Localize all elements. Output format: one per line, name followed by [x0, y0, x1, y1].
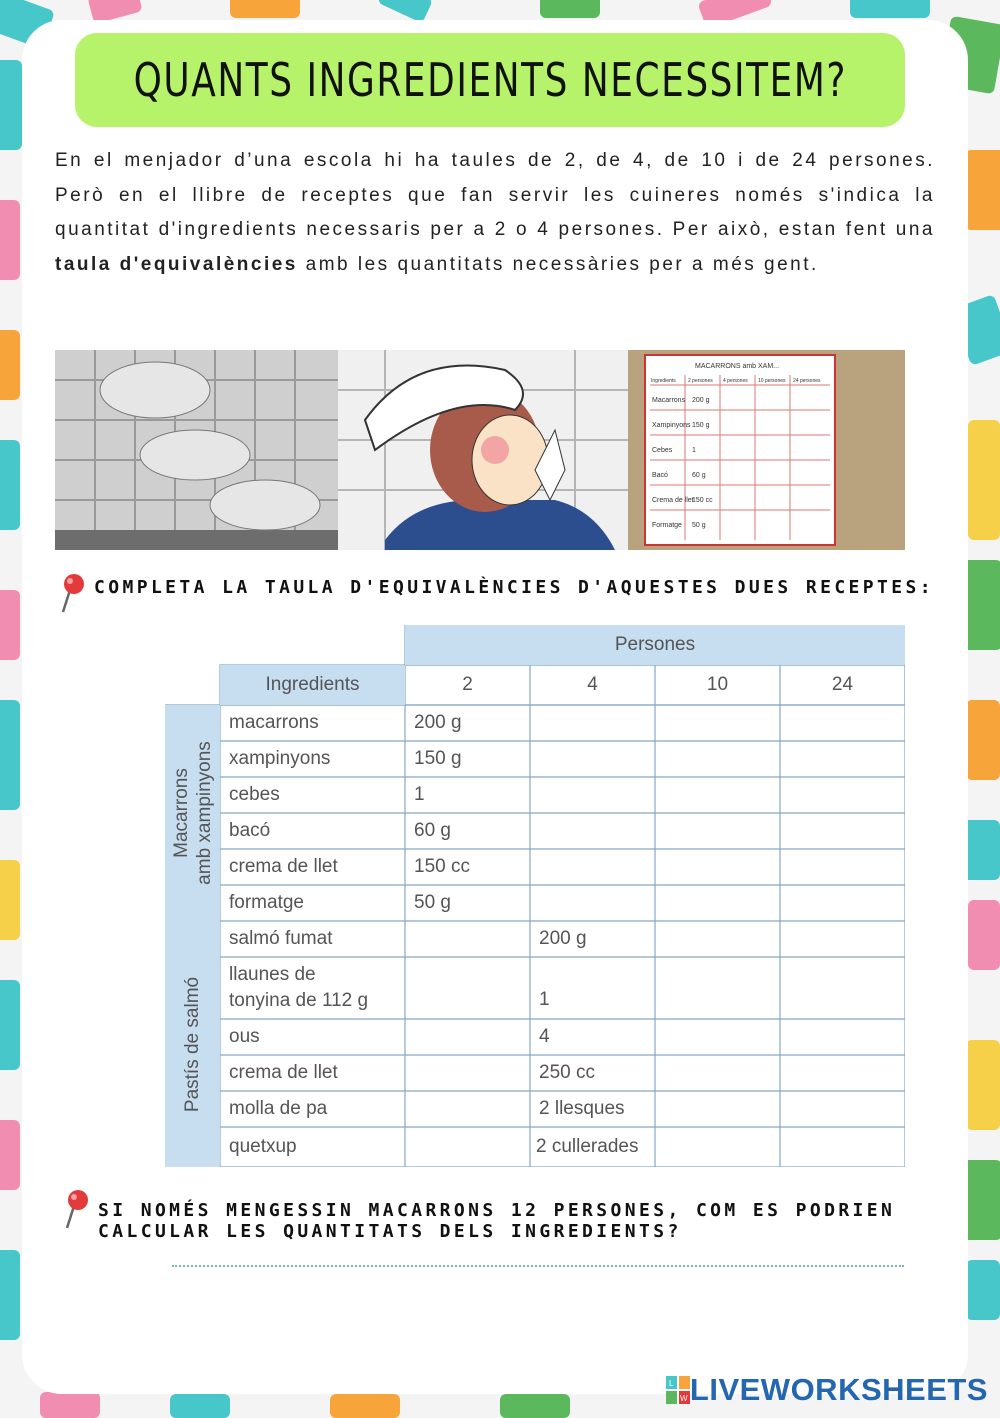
quantity-cell: 200 g: [414, 712, 462, 733]
ingredient-name: xampinyons: [229, 748, 331, 769]
answer-cell[interactable]: [530, 813, 655, 849]
quantity-cell: 2 cullerades: [536, 1136, 639, 1157]
page-title: QUANTS INGREDIENTS NECESSITEM?: [133, 53, 847, 107]
answer-cell[interactable]: [780, 1091, 905, 1127]
quantity-cell: 250 cc: [539, 1062, 595, 1083]
intro-text-after: amb les quantitats necessàries per a més gent.: [297, 253, 819, 275]
answer-cell[interactable]: [780, 741, 905, 777]
group-label-pastis: [165, 921, 220, 1167]
answer-cell[interactable]: [405, 957, 530, 1019]
column-header-4: 4: [587, 674, 598, 695]
ingredient-name-line2: tonyina de 112 g: [229, 990, 369, 1011]
quantity-cell: 1: [539, 989, 550, 1010]
board-header-4: 10 persones: [758, 378, 786, 384]
board-row-4-value: 60 g: [692, 472, 706, 479]
board-row-6-name: Formatge: [652, 522, 682, 529]
pushpin-icon: [58, 572, 88, 614]
answer-cell[interactable]: [655, 849, 780, 885]
answer-cell[interactable]: [530, 849, 655, 885]
answer-cell[interactable]: [655, 741, 780, 777]
quantity-cell: 200 g: [539, 928, 587, 949]
board-header-3: 4 persones: [723, 378, 748, 384]
board-header-2: 2 persones: [688, 378, 713, 384]
answer-cell[interactable]: [405, 921, 530, 957]
answer-cell[interactable]: [655, 705, 780, 741]
persones-header: Persones: [405, 625, 905, 665]
answer-cell[interactable]: [780, 885, 905, 921]
group-label-pastis-text: Pastís de salmó: [182, 976, 204, 1112]
ingredient-name: salmó fumat: [229, 928, 333, 949]
board-row-1-value: 200 g: [692, 397, 710, 404]
column-header-10: 10: [706, 674, 729, 695]
answer-cell[interactable]: [655, 777, 780, 813]
ingredient-name: quetxup: [229, 1136, 297, 1157]
answer-cell[interactable]: [405, 1055, 530, 1091]
intro-text-before: En el menjador d’una escola hi ha taules de 2, de 4, de 10 i de 24 persones. Però en el llibre de receptes que fan servir les cuineres només s'indica la quantitat d'ingredients necessaris per a 2 o 4 persones. Per això, estan fent una: [55, 150, 935, 240]
answer-cell[interactable]: [780, 1055, 905, 1091]
board-title: MACARRONS amb XAM...: [695, 363, 780, 370]
instruction-2-text: [98, 1200, 895, 1242]
board-row-2-value: 150 g: [692, 422, 710, 429]
logo-mini-letter-l: L: [668, 1379, 674, 1388]
answer-cell[interactable]: [655, 921, 780, 957]
ingredient-name: ous: [229, 1026, 260, 1047]
ingredient-name-line1: llaunes de: [229, 964, 316, 985]
ingredient-name: cebes: [229, 784, 280, 805]
liveworksheets-logo-icon: [666, 1376, 690, 1404]
board-row-4-name: Bacó: [652, 472, 668, 479]
answer-cell[interactable]: [405, 1127, 530, 1167]
answer-cell[interactable]: [530, 705, 655, 741]
answer-cell[interactable]: [780, 849, 905, 885]
board-row-1-name: Macarrons: [652, 397, 686, 404]
column-header-2: 2: [462, 674, 473, 695]
group-label-macarrons-line1: Macarrons: [170, 768, 192, 858]
logo-mini-letter-w: W: [679, 1394, 688, 1403]
board-header-5: 24 persones: [793, 378, 821, 384]
ingredient-name: formatge: [229, 892, 304, 913]
answer-cell[interactable]: [655, 1127, 780, 1167]
quantity-cell: 1: [414, 784, 425, 805]
board-row-2-name: Xampinyons: [652, 422, 691, 429]
instruction-1: [58, 572, 934, 614]
answer-cell[interactable]: [780, 1127, 905, 1167]
ingredient-name: bacó: [229, 820, 271, 841]
quantity-cell: 150 cc: [414, 856, 470, 877]
ingredient-name: molla de pa: [229, 1098, 328, 1119]
pushpin-icon: [62, 1188, 92, 1230]
board-row-5-name: Crema de llet: [652, 497, 694, 504]
brand-footer: [666, 1372, 988, 1408]
answer-cell[interactable]: [780, 813, 905, 849]
instruction-1-text: COMPLETA LA TAULA D'EQUIVALÈNCIES D'AQUESTES DUES RECEPTES:: [94, 577, 934, 598]
answer-cell[interactable]: [655, 957, 780, 1019]
answer-cell[interactable]: [655, 1091, 780, 1127]
answer-cell[interactable]: [530, 777, 655, 813]
answer-cell[interactable]: [780, 1019, 905, 1055]
quantity-cell: 60 g: [414, 820, 451, 841]
quantity-cell: 4: [539, 1026, 550, 1047]
group-label-macarrons-line2: amb xampinyons: [193, 741, 215, 885]
answer-cell[interactable]: [655, 885, 780, 921]
group-label-macarrons: [165, 705, 220, 921]
equivalence-table: [165, 625, 905, 1167]
instruction-2-line2: CALCULAR LES QUANTITATS DELS INGREDIENTS?: [98, 1221, 682, 1242]
answer-line[interactable]: [172, 1265, 904, 1267]
instruction-2: [62, 1188, 895, 1242]
ingredient-name: macarrons: [229, 712, 319, 733]
answer-cell[interactable]: [405, 1019, 530, 1055]
answer-cell[interactable]: [780, 705, 905, 741]
ingredient-name-multiline: [220, 957, 405, 1019]
answer-cell[interactable]: [655, 1019, 780, 1055]
kitchen-illustration: [55, 350, 905, 550]
ingredients-header: Ingredients: [220, 665, 405, 705]
quantity-cell: 2 llesques: [539, 1098, 625, 1119]
instruction-2-line1: SI NOMÉS MENGESSIN MACARRONS 12 PERSONES, COM ES PODRIEN: [98, 1200, 896, 1221]
board-header-1: Ingredients: [651, 378, 676, 384]
brand-name: LIVEWORKSHEETS: [689, 1372, 988, 1407]
answer-cell[interactable]: [405, 1091, 530, 1127]
column-header-24: 24: [831, 674, 854, 695]
answer-cell[interactable]: [530, 885, 655, 921]
board-row-3-value: 1: [692, 447, 696, 454]
answer-cell[interactable]: [530, 741, 655, 777]
intro-paragraph: [55, 144, 935, 282]
quantity-cell: 50 g: [414, 892, 451, 913]
answer-cell[interactable]: [655, 813, 780, 849]
title-banner: [75, 33, 905, 127]
quantity-cell: 150 g: [414, 748, 462, 769]
ingredient-name: crema de llet: [229, 856, 338, 877]
ingredient-name: crema de llet: [229, 1062, 338, 1083]
board-row-5-value: 150 cc: [692, 497, 713, 504]
answer-cell[interactable]: [780, 777, 905, 813]
board-row-6-value: 50 g: [692, 522, 706, 529]
answer-cell[interactable]: [780, 921, 905, 957]
answer-cell[interactable]: [655, 1055, 780, 1091]
answer-cell[interactable]: [780, 957, 905, 1019]
intro-text-bold: taula d'equivalències: [55, 253, 298, 275]
board-row-3-name: Cebes: [652, 447, 673, 454]
